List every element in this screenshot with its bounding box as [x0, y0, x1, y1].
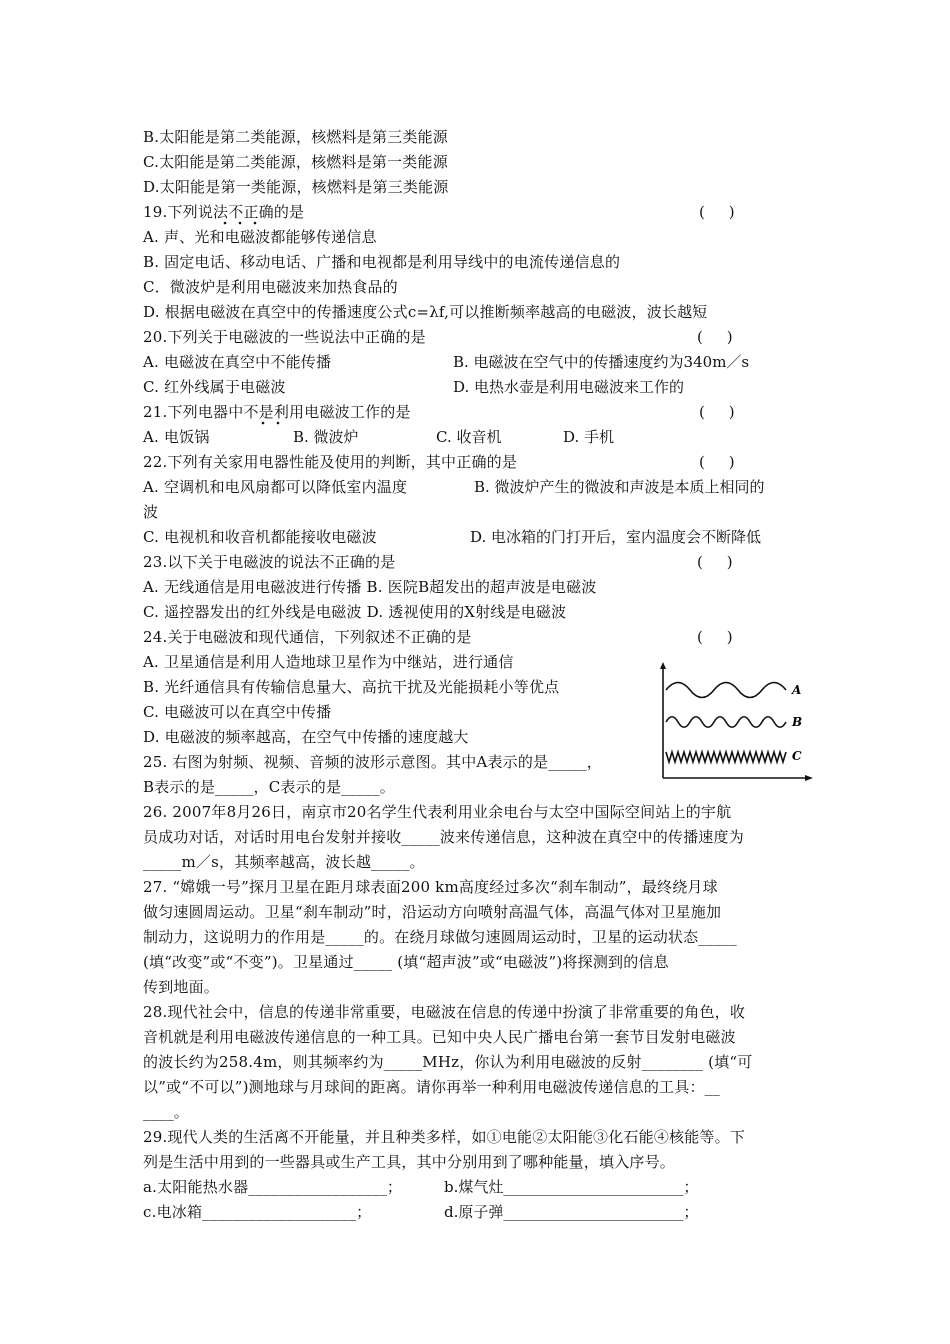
blank-29d: d.原子弹________________________；	[444, 1203, 699, 1221]
option-22c: C. 电视机和收音机都能接收电磁波	[143, 528, 377, 546]
question-25-cont: B表示的是_____，C表示的是_____。	[143, 778, 395, 796]
question-27-line5: 传到地面。	[143, 978, 220, 996]
question-20: 20.下列关于电磁波的一些说法中正确的是	[143, 328, 426, 346]
option-19d: D. 根据电磁波在真空中的传播速度公式c=λf,可以推断频率越高的电磁波，波长越短	[143, 303, 708, 321]
wave-c	[666, 752, 786, 762]
figure-y-arrow	[660, 662, 666, 669]
question-23: 23.以下关于电磁波的说法不正确的是	[143, 553, 396, 571]
question-28-line4: 以”或“不可以”)测地球与月球间的距离。请你再举一种利用电磁波传递信息的工具：__	[143, 1078, 721, 1096]
option-23cd: C. 遥控器发出的红外线是电磁波 D. 透视使用的X射线是电磁波	[143, 603, 567, 621]
option-21d: D. 手机	[563, 428, 615, 446]
figure-x-arrow	[805, 775, 813, 781]
question-26-line3: _____m／s，其频率越高，波长越_____。	[143, 853, 425, 871]
question-19: 19.下列说法不正确的是	[143, 203, 305, 221]
question-24: 24.关于电磁波和现代通信，下列叙述不正确的是	[143, 628, 472, 646]
question-28-line3: 的波长约为258.4m，则其频率约为_____MHz，你认为利用电磁波的反射________ (填“可	[143, 1053, 753, 1071]
question-29-line2: 列是生活中用到的一些器具或生产工具，其中分别用到了哪种能量，填入序号。	[143, 1153, 676, 1171]
wave-a	[666, 683, 786, 698]
blank-29a: a.太阳能热水器__________________；	[143, 1178, 403, 1196]
option-19b: B. 固定电话、移动电话、广播和电视都是利用导线中的电流传递信息的	[143, 253, 621, 271]
option-24a: A. 卫星通信是利用人造地球卫星作为中继站，进行通信	[143, 653, 514, 671]
wave-a-label: A	[792, 683, 802, 697]
answer-bracket-21: ( )	[699, 403, 735, 421]
option-21a: A. 电饭锅	[143, 428, 210, 446]
option-22b: B. 微波炉产生的微波和声波是本质上相同的	[474, 478, 765, 496]
option-24c: C. 电磁波可以在真空中传播	[143, 703, 332, 721]
question-26-line2: 员成功对话，对话时用电台发射并接收_____波来传递信息，这种波在真空中的传播速度为	[143, 828, 744, 846]
option-20b: B. 电磁波在空气中的传播速度约为340m／s	[453, 353, 750, 371]
option-24b: B. 光纤通信具有传输信息量大、高抗干扰及光能损耗小等优点	[143, 678, 560, 696]
option-19a: A. 声、光和电磁波都能够传递信息	[143, 228, 377, 246]
question-29: 29.现代人类的生活离不开能量，并且种类多样，如①电能②太阳能③化石能④核能等。下	[143, 1128, 746, 1146]
option-22a: A. 空调机和电风扇都可以降低室内温度	[143, 478, 408, 496]
blank-29c: c.电冰箱____________________；	[143, 1203, 372, 1221]
question-27-line2: 做匀速圆周运动。卫星“刹车制动”时，沿运动方向喷射高温气体，高温气体对卫星施加	[143, 903, 722, 921]
question-28-line5: ____。	[143, 1103, 190, 1121]
answer-bracket-24: ( )	[697, 628, 733, 646]
question-27-line4: (填“改变”或“不变”)。卫星通过_____ (填“超声波”或“电磁波”)将探测到的信息	[143, 953, 669, 971]
option-21b: B. 微波炉	[293, 428, 359, 446]
option-20c: C. 红外线属于电磁波	[143, 378, 286, 396]
wave-c-label: C	[792, 749, 802, 763]
answer-bracket-22: ( )	[699, 453, 735, 471]
question-28: 28.现代社会中，信息的传递非常重要，电磁波在信息的传递中扮演了非常重要的角色，收	[143, 1003, 746, 1021]
answer-bracket-19: ( )	[699, 203, 735, 221]
wave-b	[666, 717, 786, 728]
option-24d: D. 电磁波的频率越高，在空气中传播的速度越大	[143, 728, 469, 746]
option-20a: A. 电磁波在真空中不能传播	[143, 353, 332, 371]
option-22b-cont: 波	[143, 503, 159, 521]
question-28-line2: 音机就是利用电磁波传递信息的一种工具。已知中央人民广播电台第一套节目发射电磁波	[143, 1028, 736, 1046]
option-18d: D.太阳能是第一类能源，核燃料是第三类能源	[143, 178, 449, 196]
question-22: 22.下列有关家用电器性能及使用的判断，其中正确的是	[143, 453, 518, 471]
option-20d: D. 电热水壶是利用电磁波来工作的	[453, 378, 685, 396]
blank-29b: b.煤气灶________________________；	[444, 1178, 699, 1196]
option-21c: C. 收音机	[436, 428, 502, 446]
option-22d: D. 电冰箱的门打开后，室内温度会不断降低	[470, 528, 762, 546]
option-23ab: A. 无线通信是用电磁波进行传播 B. 医院B超发出的超声波是电磁波	[143, 578, 597, 596]
question-25: 25. 右图为射频、视频、音频的波形示意图。其中A表示的是_____，	[143, 753, 602, 771]
question-26: 26. 2007年8月26日，南京市20名学生代表利用业余电台与太空中国际空间站上的宇航	[143, 803, 732, 821]
question-27-line3: 制动力，这说明力的作用是_____的。在绕月球做匀速圆周运动时，卫星的运动状态_____	[143, 928, 737, 946]
wave-b-label: B	[792, 715, 803, 729]
option-18b: B.太阳能是第二类能源，核燃料是第三类能源	[143, 128, 448, 146]
answer-bracket-23: ( )	[697, 553, 733, 571]
option-19c: C．微波炉是利用电磁波来加热食品的	[143, 278, 398, 296]
question-21: 21.下列电器中不是利用电磁波工作的是	[143, 403, 411, 421]
answer-bracket-20: ( )	[697, 328, 733, 346]
option-18c: C.太阳能是第二类能源，核燃料是第一类能源	[143, 153, 448, 171]
question-27: 27. “嫦娥一号”探月卫星在距月球表面200 km高度经过多次“刹车制动”，最终绕月球	[143, 878, 718, 896]
waveform-figure	[656, 662, 814, 785]
